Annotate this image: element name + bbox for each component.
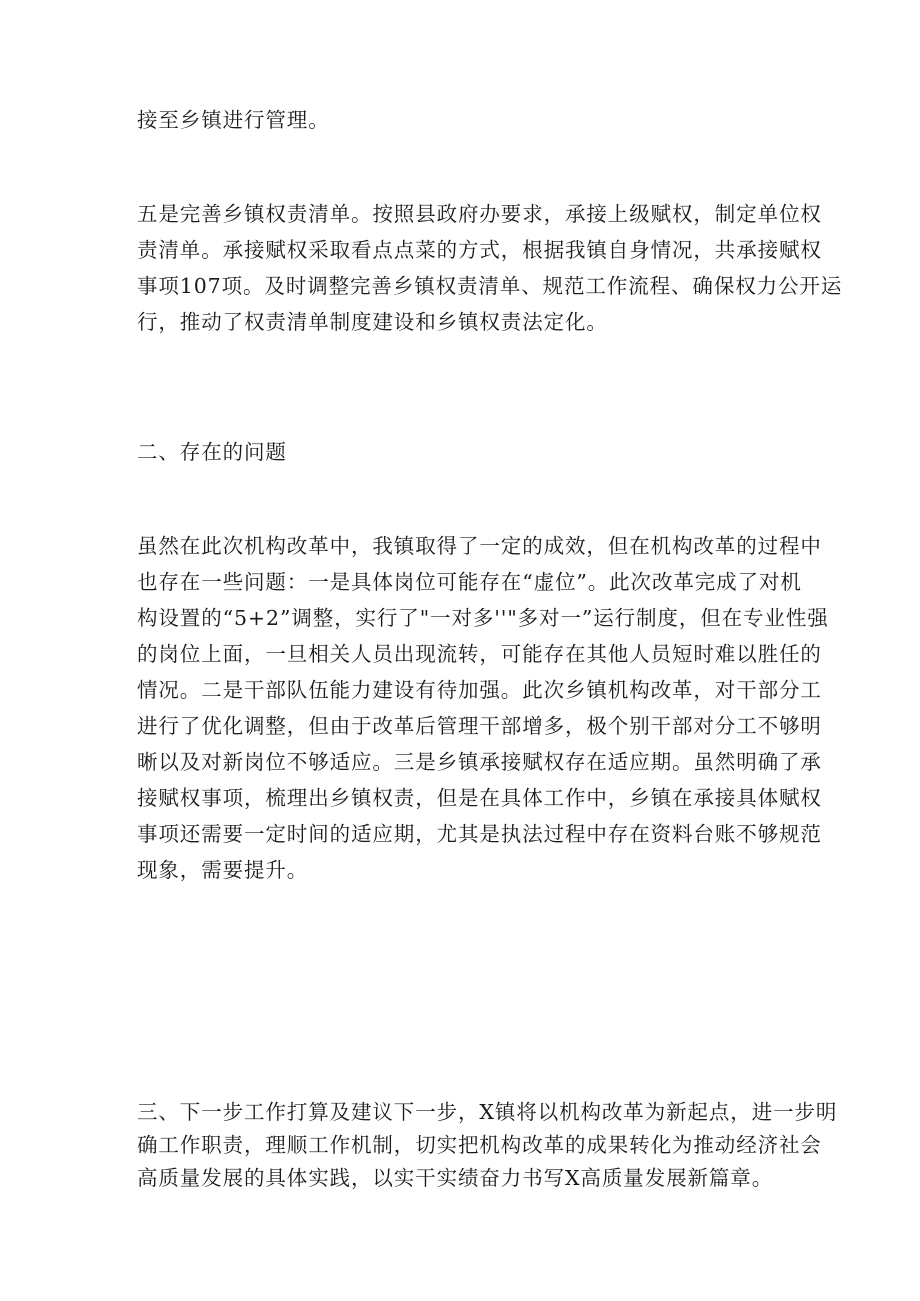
text-line: 进行了优化调整，但由于改革后管理干部增多，极个别干部对分工不够明 (137, 714, 822, 738)
section-three-paragraph (137, 1096, 838, 1195)
paragraph-continued (137, 102, 797, 138)
text-line: 虽然在此次机构改革中，我镇取得了一定的成效，但在机构改革的过程中 (137, 534, 822, 558)
text-line: 行，推动了权责清单制度建设和乡镇权责法定化。 (137, 310, 608, 334)
text-line: 责清单。承接赋权采取看点点菜的方式，根据我镇自身情况，共承接赋权 (137, 238, 822, 262)
text-line: 晰以及对新岗位不够适应。三是乡镇承接赋权存在适应期。虽然明确了承 (137, 750, 822, 774)
text-line: 确工作职责，理顺工作机制，切实把机构改革的成果转化为推动经济社会 (137, 1133, 822, 1157)
text-line: 情况。二是干部队伍能力建设有待加强。此次乡镇机构改革，对干部分工 (137, 678, 822, 702)
text-line: 接至乡镇进行管理。 (137, 108, 330, 132)
text-line: 也存在一些问题：一是具体岗位可能存在“虚位”。此次改革完成了对机 (137, 570, 802, 594)
text-line: 高质量发展的具体实践，以实干实绩奋力书写X高质量发展新篇章。 (137, 1166, 774, 1190)
text-line: 现象，需要提升。 (137, 858, 309, 882)
heading-text: 二、存在的问题 (137, 440, 287, 464)
text-line: 接赋权事项，梳理出乡镇权责，但是在具体工作中，乡镇在承接具体赋权 (137, 786, 822, 810)
text-line: 事项还需要一定时间的适应期，尤其是执法过程中存在资料台账不够规范 (137, 822, 822, 846)
text-line: 的岗位上面，一旦相关人员出现流转，可能存在其他人员短时难以胜任的 (137, 642, 822, 666)
text-line: 事项107项。及时调整完善乡镇权责清单、规范工作流程、确保权力公开运 (137, 274, 843, 298)
section-two-paragraph (137, 528, 829, 888)
paragraph-five (137, 196, 843, 340)
text-line: 五是完善乡镇权责清单。按照县政府办要求，承接上级赋权，制定单位权 (137, 202, 822, 226)
text-line: 构设置的“5+2”调整，实行了"一对多''"多对一”运行制度，但在专业性强 (137, 606, 829, 630)
section-two-heading (137, 434, 797, 470)
text-line: 三、下一步工作打算及建议下一步，X镇将以机构改革为新起点，进一步明 (137, 1100, 838, 1124)
